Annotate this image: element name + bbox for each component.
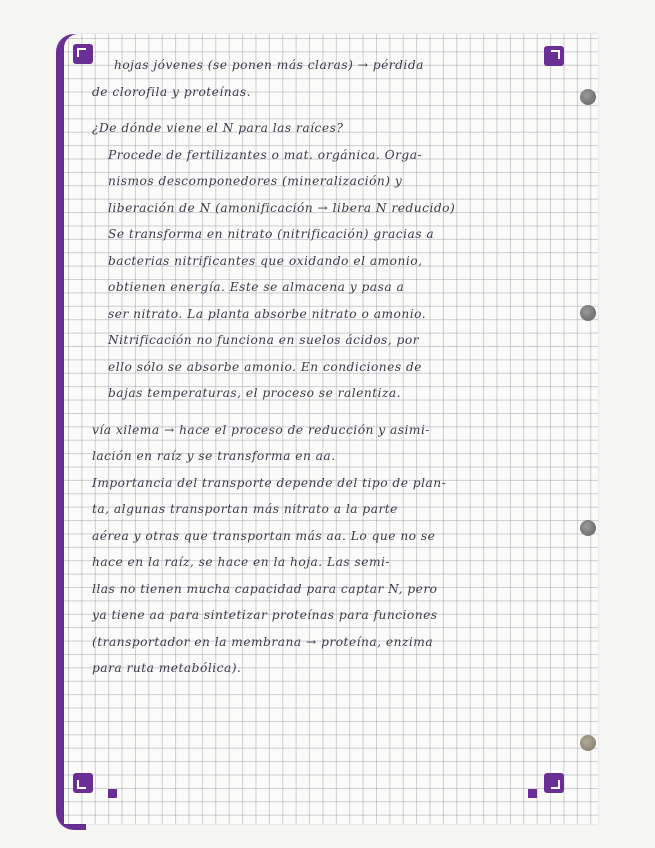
punch-hole-icon bbox=[580, 520, 596, 536]
note-line: obtienen energía. Este se almacena y pasa a bbox=[108, 280, 405, 294]
small-square-mark-icon bbox=[528, 789, 537, 798]
note-line: hace en la raíz, se hace en la hoja. Las semi- bbox=[92, 555, 391, 569]
note-line: bajas temperaturas, el proceso se ralentiza. bbox=[108, 386, 402, 400]
line-gap bbox=[90, 105, 570, 115]
small-square-mark-icon bbox=[108, 789, 117, 798]
note-line: Importancia del transporte depende del tipo de plan- bbox=[92, 475, 447, 490]
note-line: ta, algunas transportan más nitrato a la parte bbox=[92, 502, 398, 516]
handwritten-notes bbox=[90, 52, 570, 682]
corner-mark-bottom-left-icon bbox=[73, 773, 93, 793]
note-line: nismos descomponedores (mineralización) y bbox=[108, 174, 403, 188]
note-line: llas no tienen mucha capacidad para captar N, pero bbox=[92, 581, 438, 596]
note-question: ¿De dónde viene el N para las raíces? bbox=[92, 121, 344, 135]
corner-mark-bottom-right-icon bbox=[544, 773, 564, 793]
note-line: de clorofila y proteínas. bbox=[92, 84, 252, 99]
note-line: aérea y otras que transportan más aa. Lo que no se bbox=[92, 528, 436, 543]
note-line: hojas jóvenes (se ponen más claras) → pérdida bbox=[114, 58, 424, 72]
note-line: para ruta metabólica). bbox=[92, 661, 242, 675]
note-line: bacterias nitrificantes que oxidando el amonio, bbox=[108, 253, 423, 268]
note-line: ser nitrato. La planta absorbe nitrato o amonio. bbox=[108, 306, 427, 321]
note-line: ello sólo se absorbe amonio. En condiciones de bbox=[108, 359, 423, 374]
note-line: ya tiene aa para sintetizar proteínas para funciones bbox=[92, 608, 438, 622]
note-line: Procede de fertilizantes o mat. orgánica. Orga- bbox=[108, 147, 423, 162]
line-gap bbox=[90, 407, 570, 417]
note-line: Nitrificación no funciona en suelos ácidos, por bbox=[108, 333, 420, 347]
punch-hole-icon bbox=[580, 735, 596, 751]
note-line: vía xilema → hace el proceso de reducción y asimi- bbox=[92, 422, 431, 437]
note-line: Se transforma en nitrato (nitrificación) gracias a bbox=[108, 227, 435, 241]
punch-hole-icon bbox=[580, 305, 596, 321]
note-line: lación en raíz y se transforma en aa. bbox=[92, 449, 336, 463]
punch-hole-icon bbox=[580, 89, 596, 105]
note-line: (transportador en la membrana → proteína, enzima bbox=[92, 634, 434, 649]
note-line: liberación de N (amonificación → libera N reducido) bbox=[108, 200, 456, 215]
